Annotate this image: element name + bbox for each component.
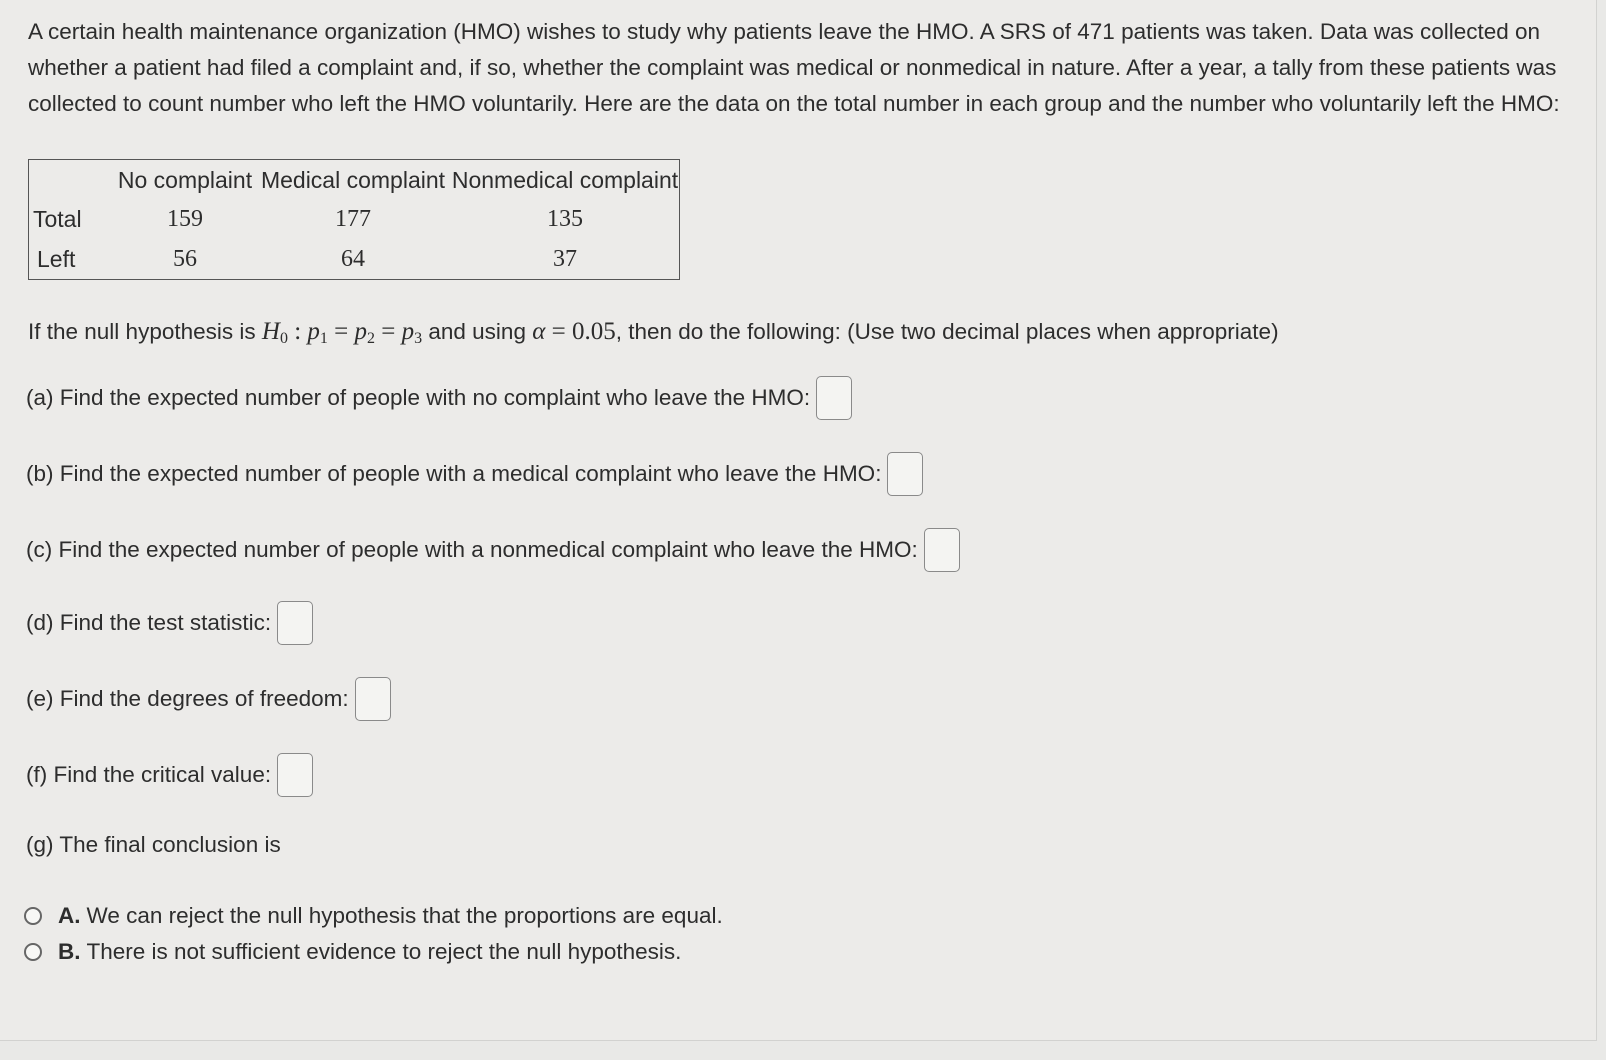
answer-input-f[interactable] (277, 753, 313, 797)
conclusion-label: (g) The final conclusion is (26, 832, 281, 857)
question-b (26, 452, 923, 496)
table-cell: 64 (341, 245, 365, 272)
answer-input-e[interactable] (355, 677, 391, 721)
table-cell: 159 (167, 206, 203, 233)
answer-input-c[interactable] (924, 528, 960, 572)
table-corner-cell (29, 160, 116, 201)
radio-button-a[interactable] (24, 907, 42, 925)
question-a (26, 376, 852, 420)
hypothesis-middle: and using (422, 319, 533, 344)
question-label: (d) Find the test statistic: (26, 610, 272, 635)
question-label: (b) Find the expected number of people with a medical complaint who leave the HMO: (26, 461, 882, 486)
alpha-value: 0.05 (571, 318, 616, 345)
answer-input-d[interactable] (277, 601, 313, 645)
hypothesis-suffix: , then do the following: (Use two decimal places when appropriate) (615, 319, 1279, 344)
alpha-formula: α = 0.05 (532, 318, 616, 345)
hypothesis-statement (28, 318, 1279, 348)
question-f (26, 753, 313, 797)
option-letter: B. (58, 939, 81, 964)
table-cell: 177 (335, 206, 371, 233)
data-table (28, 159, 680, 280)
option-text: We can reject the null hypothesis that the proportions are equal. (86, 903, 723, 928)
table-cell: 37 (553, 245, 577, 272)
table-cell: 56 (173, 245, 197, 272)
question-e (26, 677, 391, 721)
question-label: (c) Find the expected number of people with a nonmedical complaint who leave the HMO: (26, 537, 918, 562)
question-label: (e) Find the degrees of freedom: (26, 686, 349, 711)
column-header: No complaint (117, 166, 253, 193)
option-b[interactable] (24, 939, 681, 965)
column-header: Nonmedical complaint (451, 166, 679, 193)
table-row (29, 239, 680, 279)
table-cell: 135 (547, 206, 583, 233)
option-a[interactable] (24, 903, 723, 929)
row-label: Left (37, 245, 76, 272)
problem-intro: A certain health maintenance organization (HMO) wishes to study why patients leave the HMO. A SRS of 471 patients was taken. Data was collected on whether a patient had filed a complaint and, if so, whether the complaint was medical or nonmedical in nature. After a year, a tally from these patients was collected to count number who left the HMO voluntarily. Here are the data on the total number in each group and the number who voluntarily left the HMO: (28, 19, 1560, 116)
question-d (26, 601, 313, 645)
question-label: (f) Find the critical value: (26, 762, 272, 787)
table-header-row (29, 160, 680, 201)
question-c (26, 528, 960, 572)
null-hypothesis-formula: $H_0$ : $p_1 = p_2 = p_3$ (261, 318, 423, 347)
radio-button-b[interactable] (24, 943, 42, 961)
option-letter: A. (58, 903, 81, 928)
question-label: (a) Find the expected number of people with no complaint who leave the HMO: (26, 385, 811, 410)
option-text: There is not sufficient evidence to reject the null hypothesis. (86, 939, 682, 964)
answer-input-b[interactable] (887, 452, 923, 496)
table-row (29, 200, 680, 239)
row-label: Total (33, 206, 82, 233)
hypothesis-prefix: If the null hypothesis is (28, 319, 262, 344)
answer-input-a[interactable] (816, 376, 852, 420)
column-header: Medical complaint (260, 166, 446, 193)
